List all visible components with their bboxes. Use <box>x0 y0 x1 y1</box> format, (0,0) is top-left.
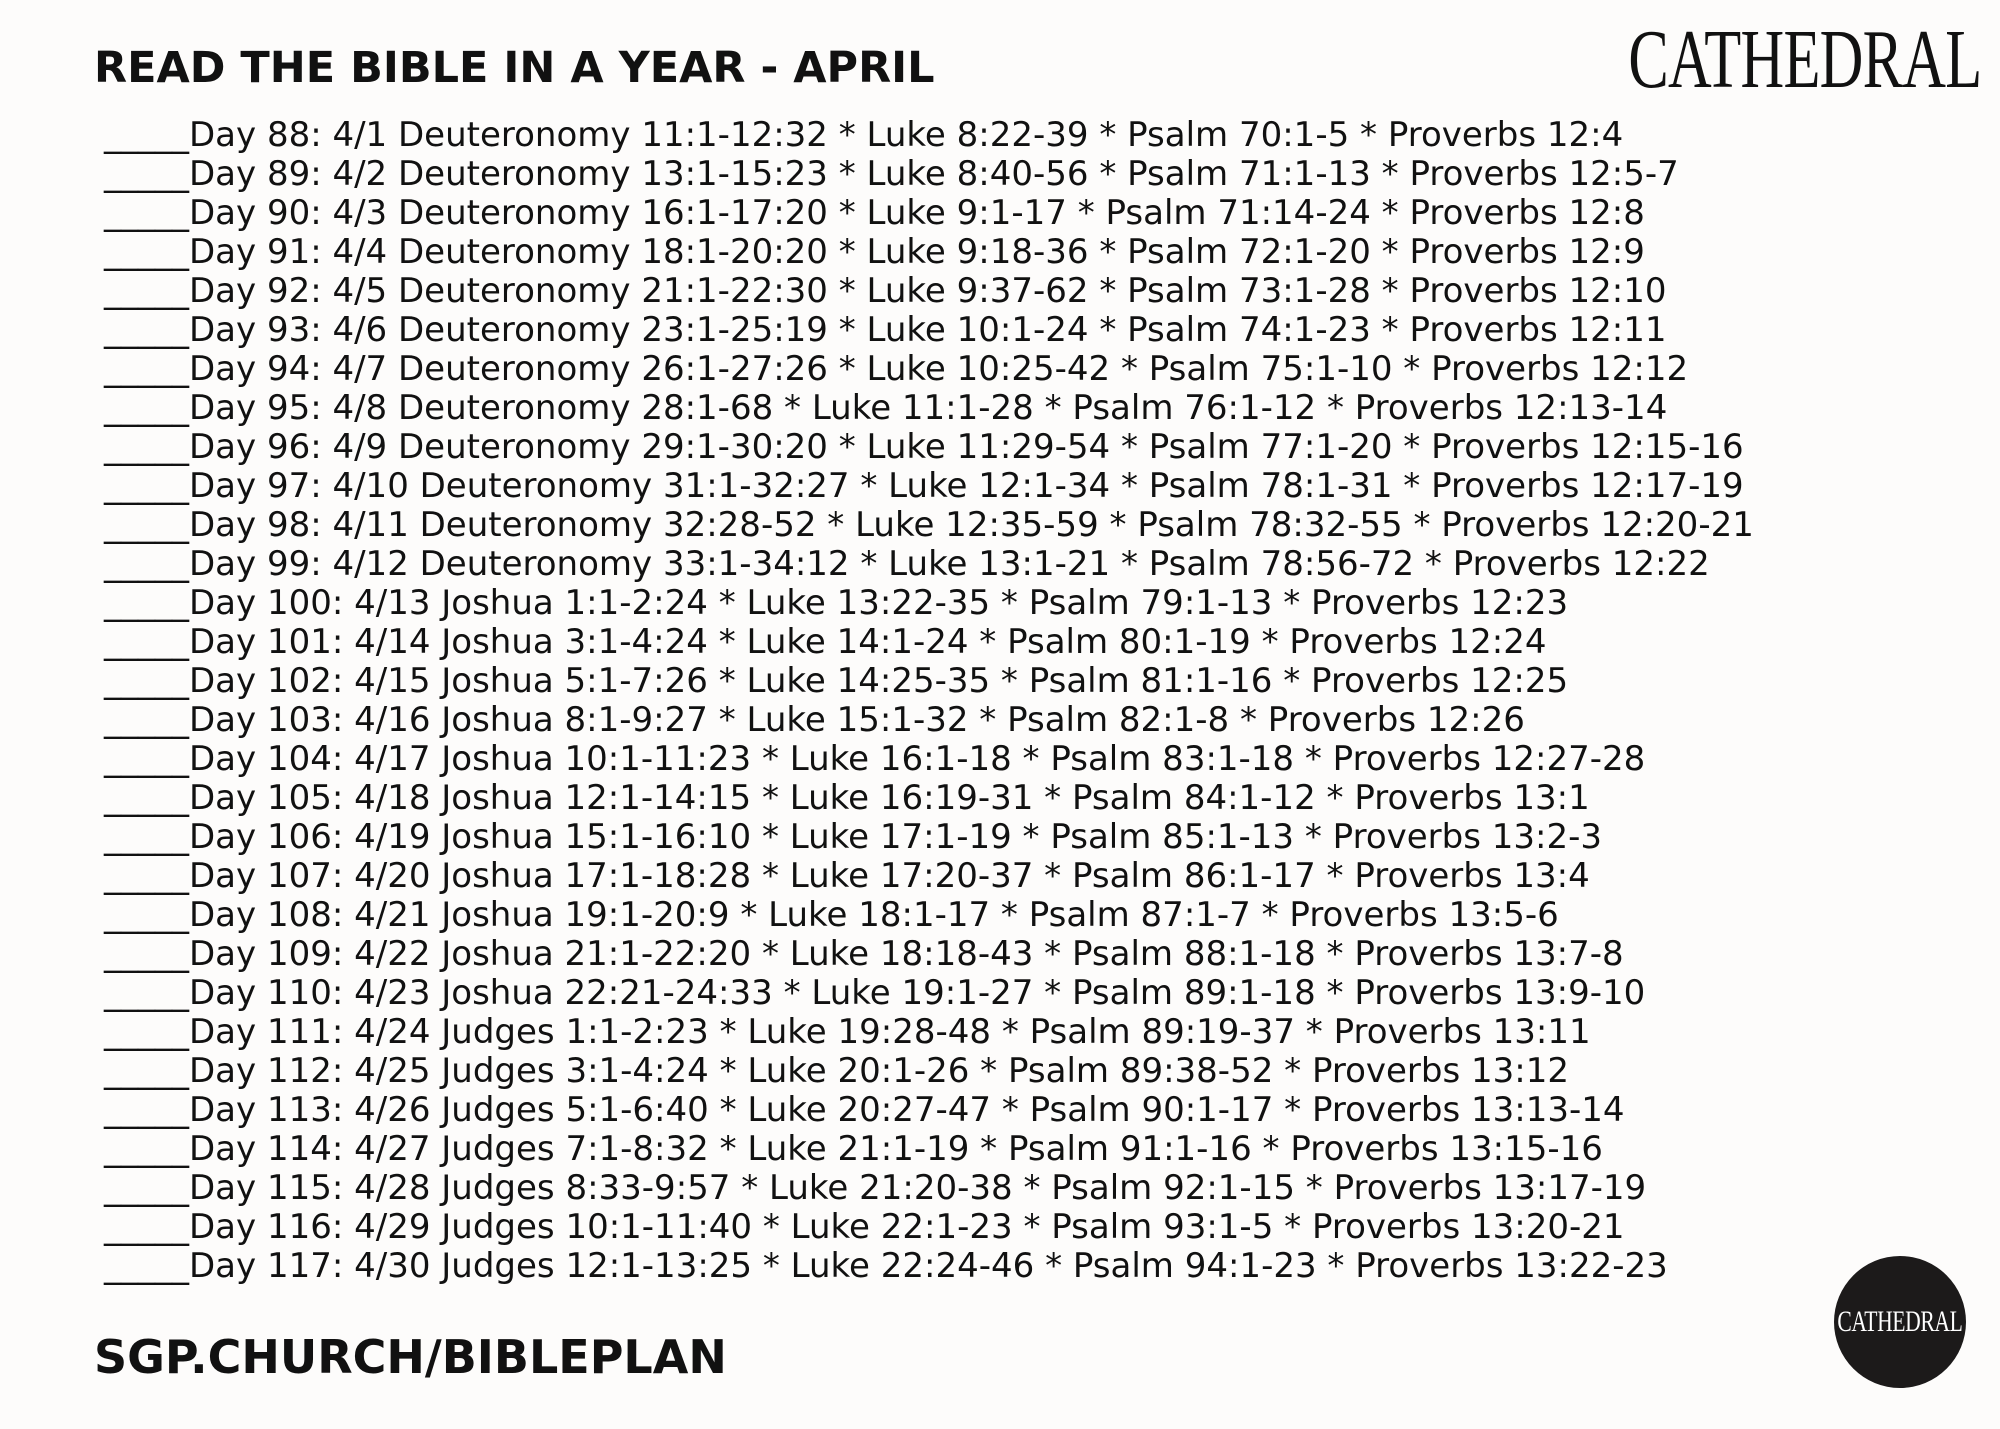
reading-item <box>104 233 1754 272</box>
reading-item <box>104 272 1754 311</box>
reading-list <box>104 116 1754 1286</box>
checkoff-blank: _____ <box>104 1246 189 1286</box>
checkoff-blank: _____ <box>104 154 189 194</box>
reading-text: Day 88: 4/1 Deuteronomy 11:1-12:32 * Luke 8:22-39 * Psalm 70:1-5 * Proverbs 12:4 <box>189 115 1624 155</box>
checkoff-blank: _____ <box>104 193 189 233</box>
reading-item <box>104 155 1754 194</box>
reading-text: Day 91: 4/4 Deuteronomy 18:1-20:20 * Luke 9:18-36 * Psalm 72:1-20 * Proverbs 12:9 <box>189 232 1645 272</box>
reading-text: Day 103: 4/16 Joshua 8:1-9:27 * Luke 15:1-32 * Psalm 82:1-8 * Proverbs 12:26 <box>189 700 1525 740</box>
reading-text: Day 113: 4/26 Judges 5:1-6:40 * Luke 20:27-47 * Psalm 90:1-17 * Proverbs 13:13-14 <box>189 1090 1625 1130</box>
reading-item <box>104 818 1754 857</box>
checkoff-blank: _____ <box>104 622 189 662</box>
checkoff-blank: _____ <box>104 739 189 779</box>
reading-text: Day 94: 4/7 Deuteronomy 26:1-27:26 * Luke 10:25-42 * Psalm 75:1-10 * Proverbs 12:12 <box>189 349 1689 389</box>
checkoff-blank: _____ <box>104 310 189 350</box>
reading-text: Day 116: 4/29 Judges 10:1-11:40 * Luke 22:1-23 * Psalm 93:1-5 * Proverbs 13:20-21 <box>189 1207 1625 1247</box>
reading-text: Day 111: 4/24 Judges 1:1-2:23 * Luke 19:28-48 * Psalm 89:19-37 * Proverbs 13:11 <box>189 1012 1591 1052</box>
checkoff-blank: _____ <box>104 349 189 389</box>
reading-text: Day 117: 4/30 Judges 12:1-13:25 * Luke 22:24-46 * Psalm 94:1-23 * Proverbs 13:22-23 <box>189 1246 1668 1286</box>
checkoff-blank: _____ <box>104 661 189 701</box>
reading-item <box>104 1169 1754 1208</box>
reading-text: Day 107: 4/20 Joshua 17:1-18:28 * Luke 17:20-37 * Psalm 86:1-17 * Proverbs 13:4 <box>189 856 1590 896</box>
reading-item <box>104 779 1754 818</box>
checkoff-blank: _____ <box>104 973 189 1013</box>
checkoff-blank: _____ <box>104 1129 189 1169</box>
checkoff-blank: _____ <box>104 232 189 272</box>
reading-item <box>104 935 1754 974</box>
reading-text: Day 90: 4/3 Deuteronomy 16:1-17:20 * Luke 9:1-17 * Psalm 71:14-24 * Proverbs 12:8 <box>189 193 1645 233</box>
reading-text: Day 89: 4/2 Deuteronomy 13:1-15:23 * Luke 8:40-56 * Psalm 71:1-13 * Proverbs 12:5-7 <box>189 154 1679 194</box>
reading-text: Day 98: 4/11 Deuteronomy 32:28-52 * Luke 12:35-59 * Psalm 78:32-55 * Proverbs 12:20-21 <box>189 505 1754 545</box>
checkoff-blank: _____ <box>104 505 189 545</box>
checkoff-blank: _____ <box>104 427 189 467</box>
reading-item <box>104 1052 1754 1091</box>
checkoff-blank: _____ <box>104 895 189 935</box>
reading-item <box>104 1208 1754 1247</box>
reading-item <box>104 389 1754 428</box>
checkoff-blank: _____ <box>104 778 189 818</box>
reading-item <box>104 350 1754 389</box>
reading-text: Day 105: 4/18 Joshua 12:1-14:15 * Luke 16:19-31 * Psalm 84:1-12 * Proverbs 13:1 <box>189 778 1590 818</box>
checkoff-blank: _____ <box>104 700 189 740</box>
reading-text: Day 112: 4/25 Judges 3:1-4:24 * Luke 20:1-26 * Psalm 89:38-52 * Proverbs 13:12 <box>189 1051 1569 1091</box>
checkoff-blank: _____ <box>104 856 189 896</box>
checkoff-blank: _____ <box>104 544 189 584</box>
checkoff-blank: _____ <box>104 817 189 857</box>
checkoff-blank: _____ <box>104 115 189 155</box>
checkoff-blank: _____ <box>104 466 189 506</box>
reading-text: Day 110: 4/23 Joshua 22:21-24:33 * Luke 19:1-27 * Psalm 89:1-18 * Proverbs 13:9-10 <box>189 973 1646 1013</box>
reading-item <box>104 467 1754 506</box>
reading-text: Day 106: 4/19 Joshua 15:1-16:10 * Luke 17:1-19 * Psalm 85:1-13 * Proverbs 13:2-3 <box>189 817 1602 857</box>
checkoff-blank: _____ <box>104 1012 189 1052</box>
reading-text: Day 109: 4/22 Joshua 21:1-22:20 * Luke 18:18-43 * Psalm 88:1-18 * Proverbs 13:7-8 <box>189 934 1624 974</box>
checkoff-blank: _____ <box>104 388 189 428</box>
reading-item <box>104 740 1754 779</box>
reading-item <box>104 662 1754 701</box>
checkoff-blank: _____ <box>104 1051 189 1091</box>
reading-text: Day 92: 4/5 Deuteronomy 21:1-22:30 * Luke 9:37-62 * Psalm 73:1-28 * Proverbs 12:10 <box>189 271 1667 311</box>
checkoff-blank: _____ <box>104 1168 189 1208</box>
reading-item <box>104 428 1754 467</box>
checkoff-blank: _____ <box>104 1090 189 1130</box>
reading-text: Day 108: 4/21 Joshua 19:1-20:9 * Luke 18:1-17 * Psalm 87:1-7 * Proverbs 13:5-6 <box>189 895 1559 935</box>
reading-text: Day 99: 4/12 Deuteronomy 33:1-34:12 * Luke 13:1-21 * Psalm 78:56-72 * Proverbs 12:22 <box>189 544 1710 584</box>
checkoff-blank: _____ <box>104 271 189 311</box>
reading-text: Day 115: 4/28 Judges 8:33-9:57 * Luke 21:20-38 * Psalm 92:1-15 * Proverbs 13:17-19 <box>189 1168 1647 1208</box>
reading-item <box>104 545 1754 584</box>
page-title: READ THE BIBLE IN A YEAR - APRIL <box>94 43 935 93</box>
reading-item <box>104 584 1754 623</box>
reading-item <box>104 1130 1754 1169</box>
reading-item <box>104 1091 1754 1130</box>
reading-item <box>104 506 1754 545</box>
reading-text: Day 97: 4/10 Deuteronomy 31:1-32:27 * Luke 12:1-34 * Psalm 78:1-31 * Proverbs 12:17-19 <box>189 466 1744 506</box>
plan-url: SGP.CHURCH/BIBLEPLAN <box>94 1330 727 1384</box>
reading-text: Day 104: 4/17 Joshua 10:1-11:23 * Luke 16:1-18 * Psalm 83:1-18 * Proverbs 12:27-28 <box>189 739 1646 779</box>
reading-item <box>104 116 1754 155</box>
checkoff-blank: _____ <box>104 934 189 974</box>
reading-item <box>104 857 1754 896</box>
reading-item <box>104 1247 1754 1286</box>
reading-text: Day 93: 4/6 Deuteronomy 23:1-25:19 * Luke 10:1-24 * Psalm 74:1-23 * Proverbs 12:11 <box>189 310 1667 350</box>
checkoff-blank: _____ <box>104 583 189 623</box>
badge-logo-text: CATHEDRAL <box>1837 1305 1963 1338</box>
reading-item <box>104 1013 1754 1052</box>
reading-text: Day 102: 4/15 Joshua 5:1-7:26 * Luke 14:25-35 * Psalm 81:1-16 * Proverbs 12:25 <box>189 661 1569 701</box>
reading-item <box>104 896 1754 935</box>
reading-text: Day 114: 4/27 Judges 7:1-8:32 * Luke 21:1-19 * Psalm 91:1-16 * Proverbs 13:15-16 <box>189 1129 1603 1169</box>
reading-item <box>104 974 1754 1013</box>
reading-item <box>104 311 1754 350</box>
reading-text: Day 101: 4/14 Joshua 3:1-4:24 * Luke 14:1-24 * Psalm 80:1-19 * Proverbs 12:24 <box>189 622 1547 662</box>
reading-text: Day 100: 4/13 Joshua 1:1-2:24 * Luke 13:22-35 * Psalm 79:1-13 * Proverbs 12:23 <box>189 583 1569 623</box>
reading-item <box>104 701 1754 740</box>
reading-item <box>104 194 1754 233</box>
cathedral-badge-logo <box>1834 1256 1966 1388</box>
reading-item <box>104 623 1754 662</box>
checkoff-blank: _____ <box>104 1207 189 1247</box>
cathedral-logo: CATHEDRAL <box>1628 13 1982 106</box>
reading-text: Day 96: 4/9 Deuteronomy 29:1-30:20 * Luke 11:29-54 * Psalm 77:1-20 * Proverbs 12:15-16 <box>189 427 1744 467</box>
reading-text: Day 95: 4/8 Deuteronomy 28:1-68 * Luke 11:1-28 * Psalm 76:1-12 * Proverbs 12:13-14 <box>189 388 1668 428</box>
